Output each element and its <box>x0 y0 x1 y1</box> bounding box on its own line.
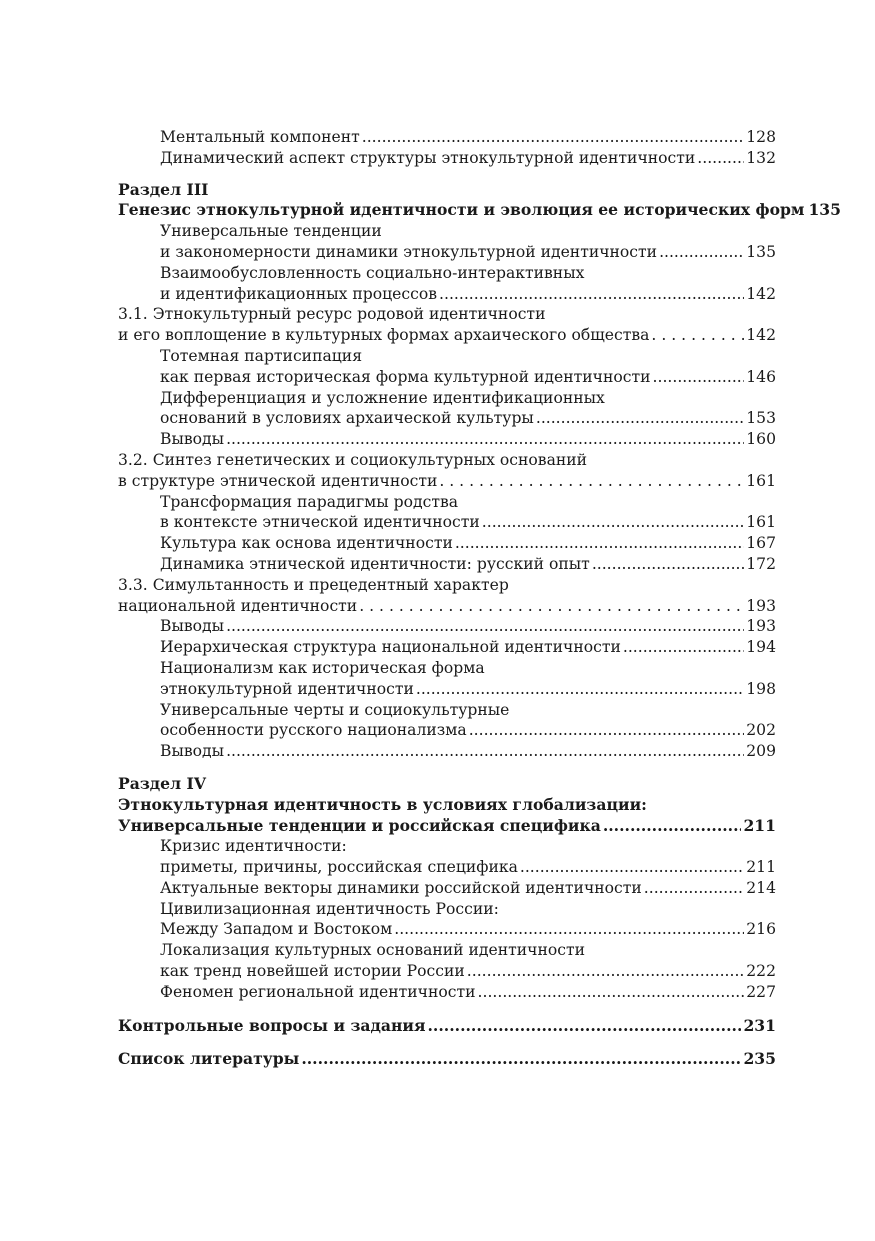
toc-entry <box>118 242 776 263</box>
toc-title: Универсальные тенденции <box>160 222 382 241</box>
toc-leader <box>455 533 744 554</box>
toc-title: Культура как основа идентичности <box>160 534 453 553</box>
toc-page: 231 <box>743 1015 776 1035</box>
toc-entry <box>118 512 776 533</box>
toc-page: 153 <box>746 409 776 428</box>
toc-entry <box>118 263 776 284</box>
toc-entry <box>118 367 776 388</box>
toc-entry <box>118 533 776 554</box>
toc-leader <box>394 919 744 940</box>
toc-page: 135 <box>746 242 776 261</box>
toc-title: и идентификационных процессов <box>160 284 438 303</box>
toc-entry <box>118 492 776 513</box>
toc-title: Иерархическая структура национальной идентичности <box>160 638 621 657</box>
section-label <box>118 774 776 795</box>
toc-page: 211 <box>746 858 776 877</box>
toc-title: Универсальные тенденции и российская специфика <box>118 815 601 835</box>
toc-page: 193 <box>746 596 776 615</box>
toc-page: 214 <box>746 878 776 897</box>
section-title <box>118 200 841 221</box>
toc-entry <box>118 346 776 367</box>
toc-title: Феномен региональной идентичности <box>160 982 476 1001</box>
toc-title: 3.3. Симультанность и прецедентный характер <box>118 575 509 594</box>
toc-title: Контрольные вопросы и задания <box>118 1015 426 1035</box>
toc-leader <box>482 512 744 533</box>
toc-title: Кризис идентичности: <box>160 837 347 856</box>
section-title <box>118 1049 776 1070</box>
toc-leader <box>653 367 745 388</box>
toc-leader <box>428 1016 742 1037</box>
toc-entry <box>118 408 776 429</box>
toc-page: 222 <box>746 962 776 981</box>
toc-page: 216 <box>746 920 776 939</box>
toc-entry <box>118 720 776 741</box>
section-label-text: Раздел III <box>118 179 209 199</box>
toc-title: особенности русского национализма <box>160 721 467 740</box>
toc-page: 167 <box>746 534 776 553</box>
toc-title: Ментальный компонент <box>160 128 360 146</box>
toc-title: 3.1. Этнокультурный ресурс родовой идентичности <box>118 305 546 324</box>
toc-entry <box>118 857 776 878</box>
toc-page: 128 <box>746 128 776 146</box>
toc-entry <box>118 450 776 471</box>
toc-title: этнокультурной идентичности <box>160 679 414 698</box>
toc-entry <box>118 429 776 450</box>
toc-leader <box>439 471 744 492</box>
toc-leader <box>439 284 744 305</box>
toc-title: Динамика этнической идентичности: русский опыт <box>160 554 590 573</box>
toc-leader <box>651 325 744 346</box>
toc-page: 160 <box>746 430 776 449</box>
toc-title: Цивилизационная идентичность России: <box>160 899 499 918</box>
toc-title: Тотемная партисипация <box>160 346 363 365</box>
toc-title: Генезис этнокультурной идентичности и эволюция ее исторических форм <box>118 200 805 220</box>
toc-leader <box>697 148 744 169</box>
toc-page: 198 <box>746 679 776 698</box>
toc-entry <box>118 304 776 325</box>
toc-entry <box>118 741 776 762</box>
toc-entry <box>118 982 776 1003</box>
toc-leader <box>226 741 744 762</box>
toc-page: 194 <box>746 638 776 657</box>
toc-title: как первая историческая форма культурной идентичности <box>160 367 651 386</box>
toc-page: 211 <box>743 815 776 835</box>
toc-page: 161 <box>746 513 776 532</box>
toc-leader <box>416 679 744 700</box>
toc-leader <box>359 596 744 617</box>
toc-entry <box>118 836 776 857</box>
toc-entry <box>118 637 776 658</box>
toc-title: Выводы <box>160 617 225 636</box>
toc-leader <box>536 408 744 429</box>
toc-title: и его воплощение в культурных формах архаического общества <box>118 326 650 345</box>
toc-title: Между Западом и Востоком <box>160 920 393 939</box>
section-title <box>118 816 776 837</box>
toc-leader <box>659 242 744 263</box>
toc-entry <box>118 148 776 169</box>
toc-title: и закономерности динамики этнокультурной идентичности <box>160 242 658 261</box>
toc-leader <box>644 878 744 899</box>
section-label-text: Раздел IV <box>118 773 206 793</box>
section-title <box>118 1016 776 1037</box>
toc-page: 227 <box>746 982 776 1001</box>
toc-entry <box>118 700 776 721</box>
toc-leader <box>623 637 744 658</box>
table-of-contents <box>118 127 841 1070</box>
toc-leader <box>226 429 744 450</box>
section-title <box>118 795 776 816</box>
toc-entry <box>118 899 776 920</box>
toc-title: Список литературы <box>118 1049 300 1069</box>
toc-title: приметы, причины, российская специфика <box>160 858 518 877</box>
toc-title: Выводы <box>160 430 225 449</box>
toc-entry <box>118 940 776 961</box>
toc-leader <box>301 1049 741 1070</box>
toc-title: как тренд новейшей истории России <box>160 962 465 981</box>
toc-leader <box>603 816 742 837</box>
toc-title: Этнокультурная идентичность в условиях глобализации: <box>118 794 647 814</box>
toc-title: Актуальные векторы динамики российской идентичности <box>160 878 642 897</box>
toc-entry <box>118 554 776 575</box>
toc-page: 135 <box>808 200 841 220</box>
toc-title: 3.2. Синтез генетических и социокультурных оснований <box>118 450 588 469</box>
toc-entry <box>118 221 776 242</box>
toc-entry <box>118 575 776 596</box>
section-label <box>118 180 776 201</box>
toc-page: 193 <box>746 617 776 636</box>
toc-title: Трансформация парадигмы родства <box>160 492 459 511</box>
toc-leader <box>226 616 744 637</box>
toc-title: Локализация культурных оснований идентичности <box>160 941 586 960</box>
toc-page: 142 <box>746 284 776 303</box>
toc-title: Динамический аспект структуры этнокультурной идентичности <box>160 148 696 167</box>
toc-page: 202 <box>746 721 776 740</box>
toc-leader <box>478 982 745 1003</box>
toc-entry <box>118 596 776 617</box>
toc-page: 209 <box>746 742 776 761</box>
toc-leader <box>469 720 745 741</box>
toc-page: 132 <box>746 148 776 167</box>
toc-title: оснований в условиях архаической культуры <box>160 409 534 428</box>
toc-page: 172 <box>746 554 776 573</box>
toc-entry <box>118 325 776 346</box>
toc-title: Выводы <box>160 742 225 761</box>
toc-leader <box>592 554 744 575</box>
toc-entry <box>118 679 776 700</box>
toc-entry <box>118 127 776 148</box>
toc-page: 146 <box>746 367 776 386</box>
toc-entry <box>118 878 776 899</box>
toc-title: Взаимообусловленность социально-интерактивных <box>160 263 585 282</box>
toc-leader <box>520 857 744 878</box>
toc-entry <box>118 658 776 679</box>
toc-entry <box>118 919 776 940</box>
toc-page: 161 <box>746 471 776 490</box>
toc-title: Национализм как историческая форма <box>160 658 485 677</box>
toc-leader <box>362 127 744 148</box>
toc-entry <box>118 616 776 637</box>
toc-leader <box>467 961 744 982</box>
toc-page: 235 <box>743 1049 776 1069</box>
toc-title: Универсальные черты и социокультурные <box>160 700 510 719</box>
toc-page: 142 <box>746 326 776 345</box>
toc-entry <box>118 284 776 305</box>
toc-title: в контексте этнической идентичности <box>160 513 480 532</box>
toc-entry <box>118 388 776 409</box>
toc-entry <box>118 471 776 492</box>
toc-title: Дифференциация и усложнение идентификационных <box>160 388 605 407</box>
toc-title: в структуре этнической идентичности <box>118 471 438 490</box>
toc-title: национальной идентичности <box>118 596 358 615</box>
toc-entry <box>118 961 776 982</box>
